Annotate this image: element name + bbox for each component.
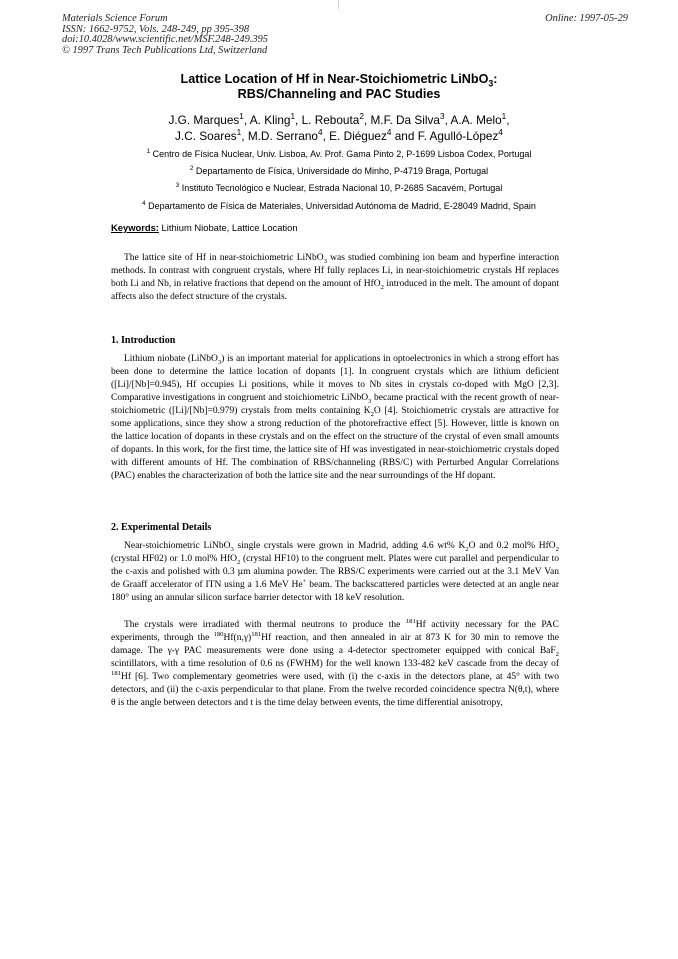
experimental-body-1 <box>111 540 559 605</box>
author: E. Diéguez$^4$ <box>329 128 392 143</box>
author: A. Kling$^1$ <box>249 112 296 127</box>
author-list <box>0 112 678 144</box>
abstract-paragraph: The lattice site of Hf in near-stoichiometric LiNbO$_3$ was studied combining ion beam and hyperfine interaction methods. In contrast with congruent crystals, where Hf fully replaces Li, in near-stoichiometric crystals Hf replaces both Li and Nb, in relative fractions that depend on the amount of HfO$_2$ introduced in the melt. The amount of dopant affects also the defect structure of the crystals. <box>111 253 559 302</box>
affiliation: $^1$ Centro de Física Nuclear, Univ. Lisboa, Av. Prof. Gama Pinto 2, P-1699 Lisboa Codex, Portugal <box>146 148 532 159</box>
author-and: and <box>394 129 415 143</box>
exp-paragraph-2: The crystals were irradiated with thermal neutrons to produce the $^{181}$Hf activity necessary for the PAC experiments, through the $^{180}Hf(n,\gamma)^{181}Hf$ reaction, and then annealed in air at 873 K for 30 min to remove the damage. The γ-γ PAC measurements were done using a 4-detector spectrometer equipped with conical BaF$_2$ scintillators, with a time resolution of 0.6 ns (FWHM) for the well known 133-482 keV cascade from the decay of $^{181}$Hf [6]. Two complementary geometries were used, with (i) the c-axis in the detectors plane, at 45° with two detectors, and (ii) the c-axis perpendicular to that plane. From the twelve recorded coincidence spectra N(θ,t), where θ is the angle between detectors and t is the time delay between events, the time differential anisotropy, <box>111 617 559 708</box>
experimental-body-2 <box>111 619 559 710</box>
title-text-a: Lattice Location of Hf in Near-Stoichiometric LiNbO <box>180 72 489 86</box>
journal-header <box>62 14 268 56</box>
affiliation: $^3$ Instituto Tecnológico e Nuclear, Estrada Nacional 10, P-2685 Sacavém, Portugal <box>175 182 503 194</box>
paper-title <box>0 72 678 102</box>
abstract <box>111 252 559 304</box>
section-heading-experimental: 2. Experimental Details <box>111 522 212 533</box>
author: J.G. Marques$^1$ <box>168 112 244 127</box>
keywords-value: Lithium Niobate, Lattice Location <box>161 222 298 233</box>
section-heading-introduction: 1. Introduction <box>111 335 176 346</box>
introduction-body <box>111 353 559 483</box>
author: F. Agulló-López$^4$ <box>417 128 503 143</box>
keywords <box>111 222 298 233</box>
journal-name: Materials Science Forum <box>62 13 168 24</box>
doi-line[interactable]: doi:10.4028/www.scientific.net/MSF.248-249.395 <box>62 34 268 45</box>
affiliation-list <box>0 146 678 215</box>
title-line-2: RBS/Channeling and PAC Studies <box>237 87 441 101</box>
author: L. Rebouta$^2$ <box>301 112 364 127</box>
title-line-1 <box>0 72 678 87</box>
affiliation: $^4$ Departamento de Física de Materiales, Universidad Autónoma de Madrid, E-28049 Madrid, Spain <box>142 199 536 211</box>
online-date: Online: 1997-05-29 <box>545 13 628 24</box>
author-line-1: J.G. Marques$^1$, A. Kling$^1$, L. Rebouta$^2$, M.F. Da Silva$^3$, A.A. Melo$^1$, <box>168 112 510 127</box>
title-subscript: 3 <box>488 78 494 89</box>
title-text-b: : <box>493 72 498 86</box>
author: A.A. Melo$^1$ <box>450 112 507 127</box>
keywords-label: Keywords: <box>111 222 159 233</box>
author: J.C. Soares$^1$ <box>175 128 242 143</box>
author-line-2: J.C. Soares$^1$, M.D. Serrano$^4$, E. Diéguez$^4$ and F. Agulló-López$^4$ <box>175 128 503 143</box>
copyright-line: © 1997 Trans Tech Publications Ltd, Switzerland <box>62 44 268 56</box>
exp-paragraph-1: Near-stoichiometric LiNbO$_3$ single crystals were grown in Madrid, adding 4.6 wt% $K_2O$ and 0.2 mol% HfO$_2$ (crystal HF02) or 1.0 mol% HfO$_2$ (crystal HF10) to the congruent melt. Plates were cut parallel and perpendicular to the c-axis and polished with 0.3 µm alumina powder. The RBS/C experiments were carried out at the 3.1 MeV Van de Graaff accelerator of ITN using a 1.6 MeV He+ beam. The backscattered particles were detected at an angle near 180° using an annular silicon surface barrier detector with 18 keV resolution. <box>111 541 559 603</box>
author: M.F. Da Silva$^3$ <box>370 112 445 127</box>
affiliation: $^2$ Departamento de Física, Universidade do Minho, P-4719 Braga, Portugal <box>189 165 489 177</box>
page-top-marker <box>338 0 339 9</box>
intro-paragraph: Lithium niobate (LiNbO$_3$) is an important material for applications in optoelectronics in which a strong effort has been done to determine the lattice location of dopants [1]. In congruent crystals which are lithium deficient ([Li]/[Nb]=0.945), Hf occupies Li positions, while it moves to Nb sites in crystals co-doped with MgO [2,3]. Comparative investigations in congruent and stoichiometric LiNbO$_3$ became practical with the recent growth of near-stoichiometric ([Li]/[Nb]=0.979) crystals from melts containing $K_2O$ [4]. Stoichiometric crystals are attractive for some applications, since they show a strong reduction of the photorefractive effect [5]. However, little is known on the lattice location of dopants in these crystals and on the effect on the structure of the crystal of even small amounts of dopants. In this work, for the first time, the lattice site of Hf was investigated in near-stoichiometric crystals doped with different amounts of Hf. The combination of RBS/channeling (RBS/C) with Perturbed Angular Correlations (PAC) enables the characterization of both the lattice site and the near surroundings of the Hf dopant. <box>111 354 559 481</box>
issn-line: ISSN: 1662-9752, Vols. 248-249, pp 395-398 <box>62 23 250 35</box>
author: M.D. Serrano$^4$ <box>247 128 323 143</box>
